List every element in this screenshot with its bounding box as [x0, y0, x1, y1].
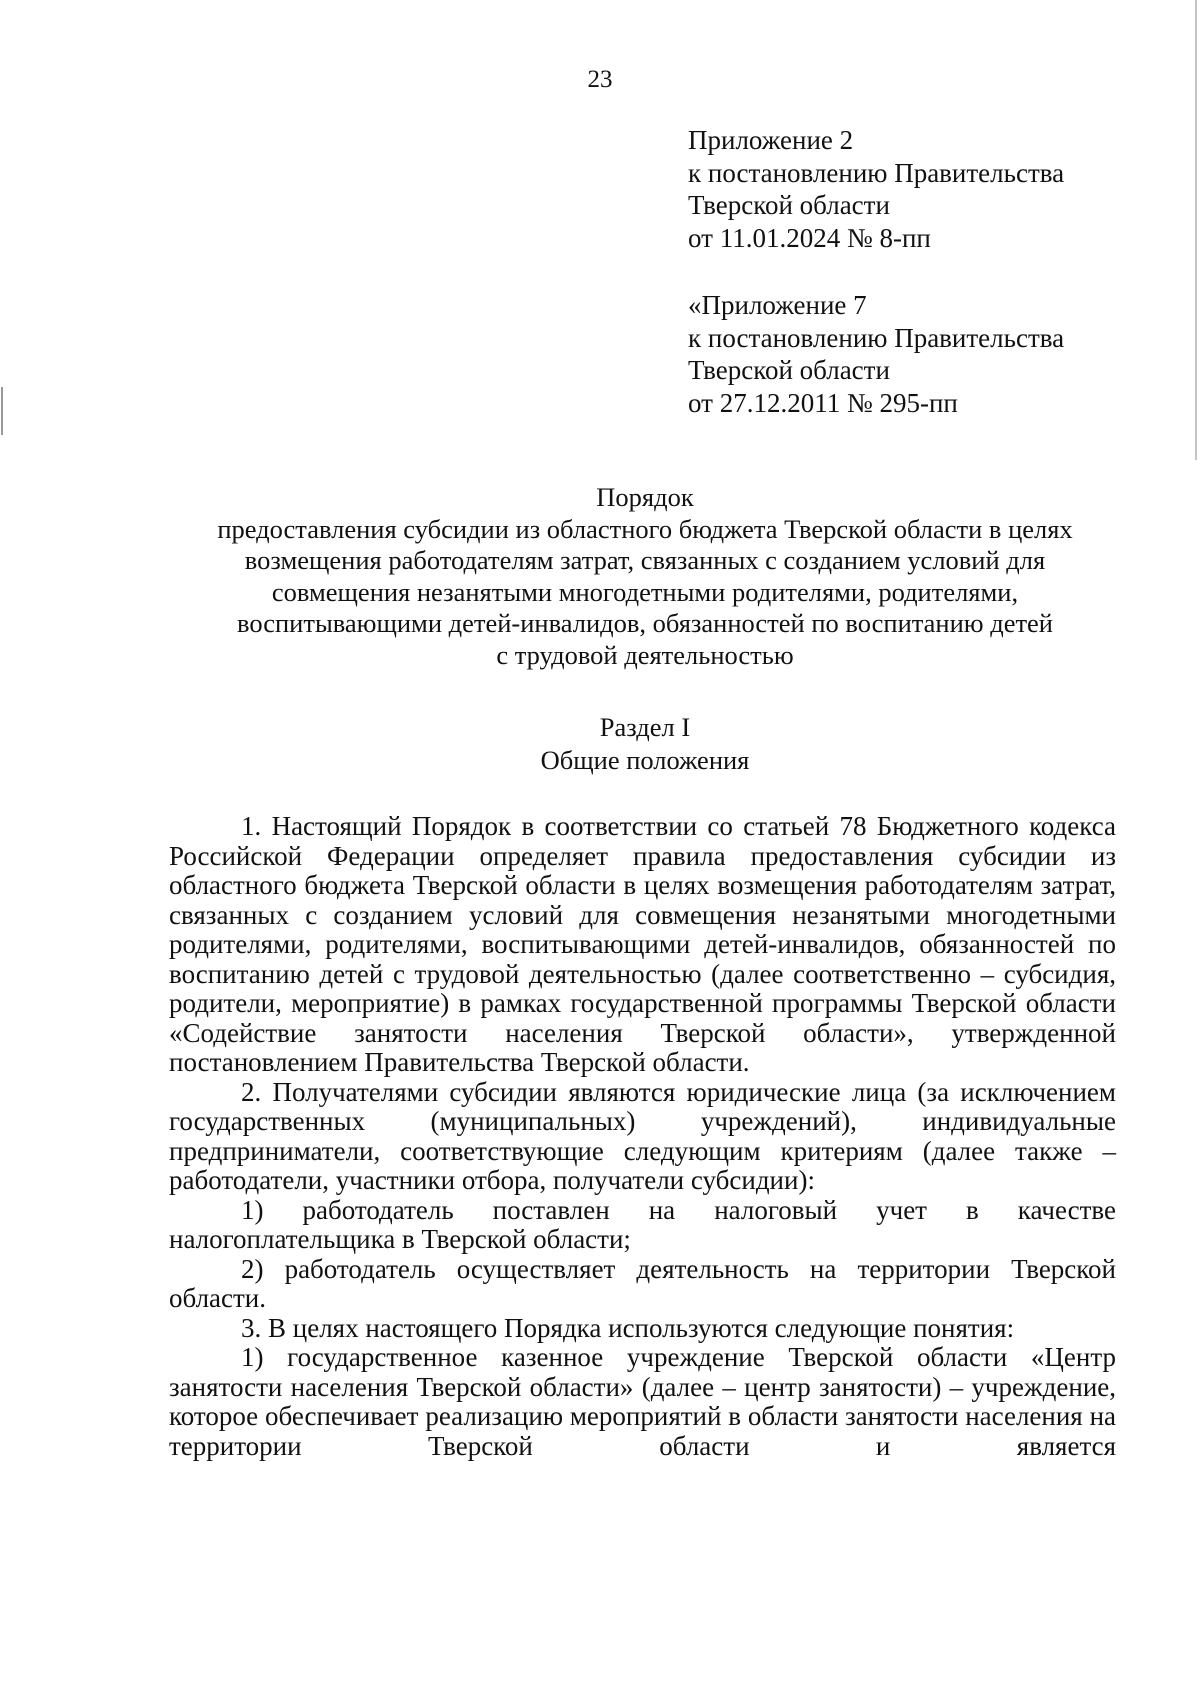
approval-block-appendix-7 — [688, 289, 1064, 419]
title-line: Порядок — [596, 482, 694, 512]
paragraph-2-item-1: 1) работодатель поставлен на налоговый учет в качестве налогоплательщика в Тверской области; — [169, 1194, 1116, 1254]
approval-block-appendix-2 — [688, 124, 1064, 254]
approval-line: «Приложение 7 — [688, 290, 867, 320]
paragraph-2-item-2: 2) работодатель осуществляет деятельность на территории Тверской области. — [169, 1253, 1116, 1313]
title-line: предоставления субсидии из областного бюджета Тверской области в целях — [217, 513, 1073, 544]
approval-line: к постановлению Правительства — [688, 322, 1065, 353]
section-title: Общие положения — [540, 745, 750, 775]
scan-edge-mark-left — [1, 387, 3, 435]
approval-line: к постановлению Правительства — [688, 157, 1065, 188]
title-line: возмещения работодателям затрат, связанных с созданием условий для — [244, 545, 1046, 575]
paragraph-2: 2. Получателями субсидии являются юридические лица (за исключением государственных (муниципальных) учреждений), индивидуальные предприниматели, соответствующие следующим критериям (далее также – работодатели, участники отбора, получатели субсидии): — [169, 1076, 1116, 1195]
document-body — [169, 812, 1116, 1461]
approval-line: от 27.12.2011 № 295-пп — [688, 387, 958, 418]
approval-line: Тверской области — [688, 190, 890, 220]
approval-line: Тверской области — [688, 355, 890, 385]
paragraph-1: 1. Настоящий Порядок в соответствии со статьей 78 Бюджетного кодекса Российской Федерации определяет правила предоставления субсидии из областного бюджета Тверской области в целях возмещения работодателям затрат, связанных с созданием условий для совмещения незанятыми многодетными родителями, родителями, воспитывающими детей-инвалидов, обязанностей по воспитанию детей с трудовой деятельностью (далее соответственно – субсидия, родители, мероприятие) в рамках государственной программы Тверской области «Содействие занятости населения Тверской области», утвержденной постановлением Правительства Тверской области. — [169, 811, 1116, 1077]
approval-line: от 11.01.2024 № 8-пп — [688, 222, 931, 253]
title-line: с трудовой деятельностью — [496, 639, 794, 670]
page-number: 23 — [587, 66, 613, 93]
approval-line: Приложение 2 — [688, 125, 854, 155]
title-line: воспитывающими детей-инвалидов, обязанностей по воспитанию детей — [237, 608, 1053, 638]
title-line: совмещения незанятыми многодетными родителями, родителями, — [271, 576, 1019, 607]
paragraph-3-item-1: 1) государственное казенное учреждение Тверской области «Центр занятости населения Тверской области» (далее – центр занятости) – учреждение, которое обеспечивает реализацию мероприятий в области занятости населения на территории Тверской области и является — [169, 1342, 1116, 1461]
scan-edge-mark-right — [1195, 0, 1197, 460]
section-heading — [160, 711, 1130, 777]
section-number: Раздел I — [599, 712, 691, 742]
paragraph-3: 3. В целях настоящего Порядка используются следующие понятия: — [241, 1312, 1015, 1343]
document-title — [160, 482, 1130, 671]
